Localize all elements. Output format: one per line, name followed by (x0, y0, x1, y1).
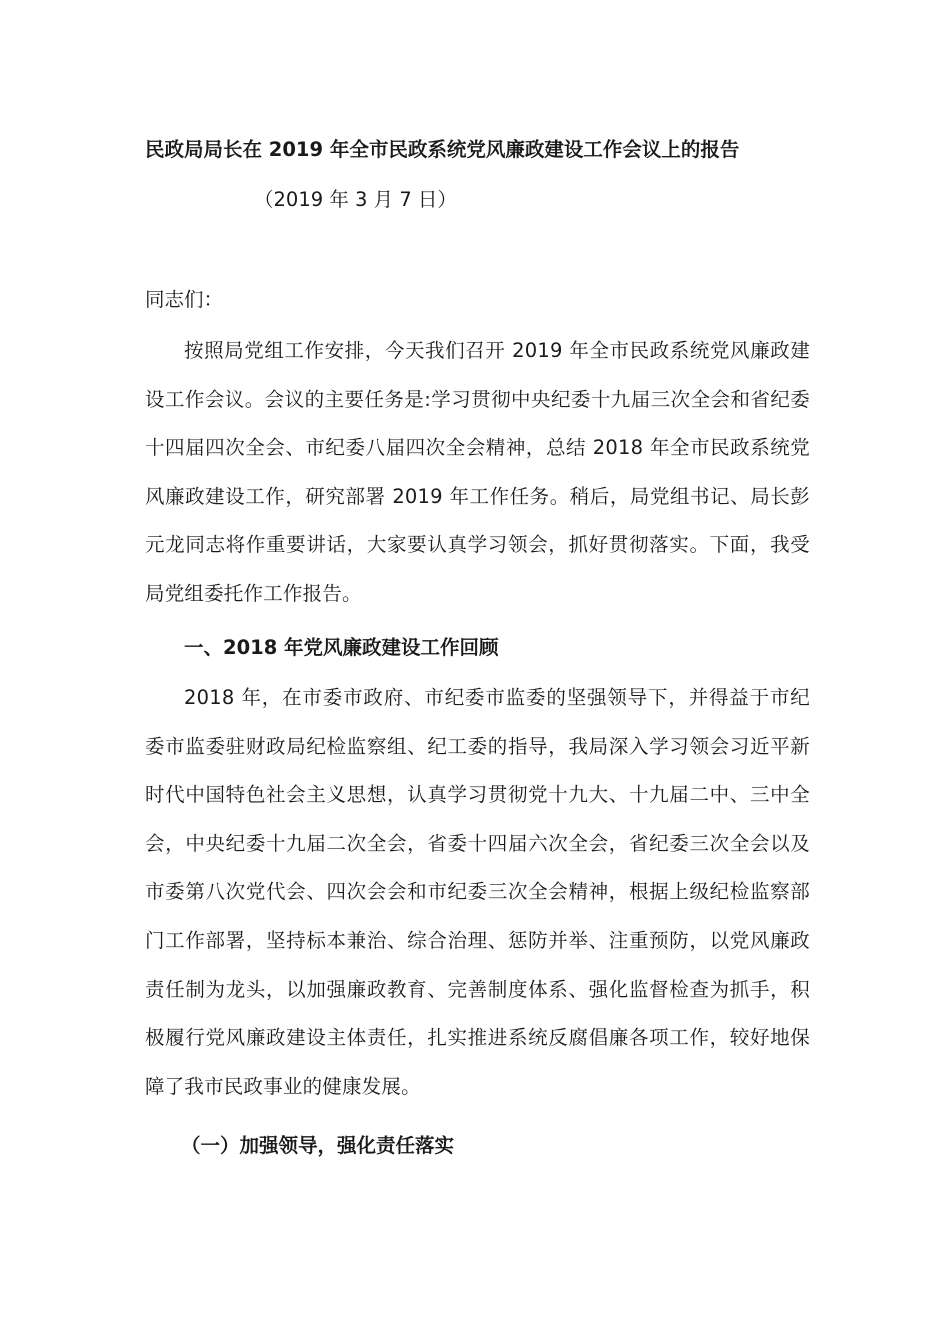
subsection-heading-leadership: （一）加强领导，强化责任落实 (181, 1134, 455, 1157)
document-date: （2019 年 3 月 7 日） (254, 188, 457, 211)
section-heading-review: 一、2018 年党风廉政建设工作回顾 (184, 636, 499, 659)
document-title: 民政局局长在 2019 年全市民政系统党风廉政建设工作会议上的报告 (145, 138, 740, 161)
paragraph-review: 2018 年，在市委市政府、市纪委市监委的坚强领导下，并得益于市纪委市监委驻财政局纪检监察组、纪工委的指导，我局深入学习领会习近平新时代中国特色社会主义思想，认真学习贯彻党十九大、十九届二中、三中全会，中央纪委十九届二次全会，省委十四届六次全会，省纪委三次全会以及市委第八次党代会、四次会会和市纪委三次全会精神，根据上级纪检监察部门工作部署，坚持标本兼治、综合治理、惩防并举、注重预防，以党风廉政责任制为龙头，以加强廉政教育、完善制度体系、强化监督检查为抓手，积极履行党风廉政建设主体责任，扎实推进系统反腐倡廉各项工作，较好地保障了我市民政事业的健康发展。 (145, 686, 810, 1098)
paragraph-intro: 按照局党组工作安排，今天我们召开 2019 年全市民政系统党风廉政建设工作会议。会议的主要任务是:学习贯彻中央纪委十九届三次全会和省纪委十四届四次全会、市纪委八届四次全会精神，总结 2018 年全市民政系统党风廉政建设工作，研究部署 2019 年工作任务。稍后，局党组书记、局长彭元龙同志将作重要讲话，大家要认真学习领会，抓好贯彻落实。下面，我受局党组委托作工作报告。 (145, 339, 810, 605)
salutation: 同志们： (145, 288, 224, 311)
